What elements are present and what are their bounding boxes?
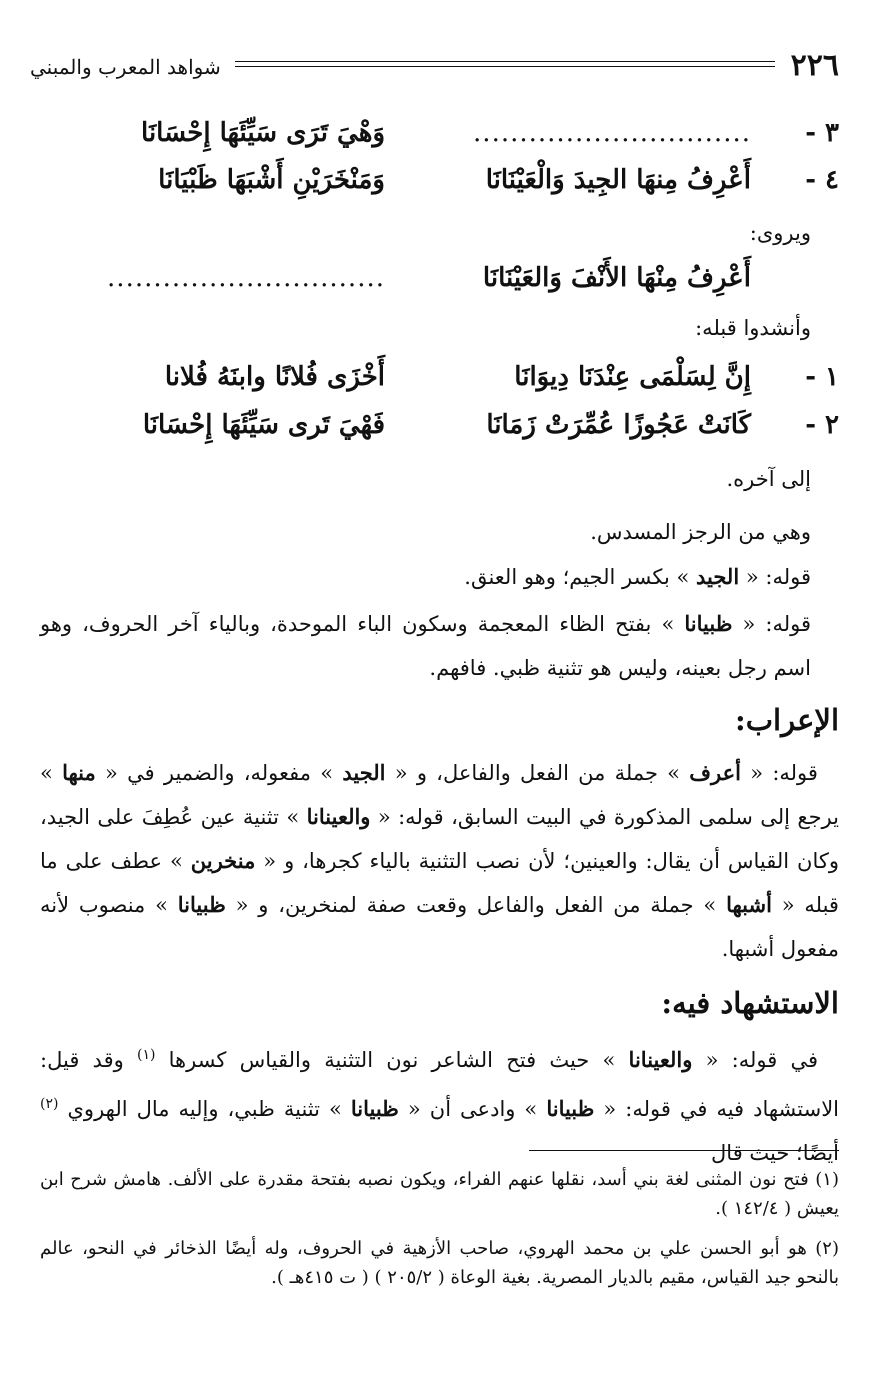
keyword: والعينانا xyxy=(306,804,371,829)
header-rule xyxy=(235,61,775,67)
footnote-ref[interactable]: (٢) xyxy=(40,1096,59,1112)
verse-1 xyxy=(60,357,839,397)
verse-second-hemistich: أَخْزَى فُلانًا وابنَهُ فُلانا xyxy=(164,362,385,392)
variant-verse xyxy=(60,258,839,298)
verse-second-hemistich: فَهْيَ تَرى سَيِّئَهَا إِحْسَانَا xyxy=(142,410,385,440)
irab-heading: الإعراب: xyxy=(735,703,839,737)
keyword: والعينانا xyxy=(628,1047,693,1072)
verse-first-hemistich: أَعْرِفُ مِنْهَا الأَنْفَ وَالعَيْنَانَا xyxy=(482,263,751,293)
footnote-2: (٢) هو أبو الحسن علي بن محمد الهروي، صاحب الأزهية في الحروف، وله أيضًا الذخائر في النحو، عالم بالنحو جيد القياس، مقيم بالديار المصرية. بغية الوعاة ( ٢٠٥/٢ ) ( ت ٤١٥هـ ). xyxy=(40,1238,839,1288)
keyword: الجيد xyxy=(696,564,740,589)
keyword: أشبها xyxy=(726,892,772,917)
verse-3 xyxy=(60,113,839,153)
ila-akhirih: إلى آخره. xyxy=(726,467,811,491)
zabyana-explanation: قوله: « ظبيانا » بفتح الظاء المعجمة وسكون الباء الموحدة، وبالياء آخر الحروف، وهو اسم رجل بعينه، وليس هو تثنية ظبي. فافهم. xyxy=(40,611,811,680)
keyword: الجيد xyxy=(342,760,386,785)
verse-first-hemistich: إِنَّ لِسَلْمَى عِنْدَنَا دِيوَانَا xyxy=(514,362,751,392)
meter-note: وهي من الرجز المسدس. xyxy=(590,520,811,544)
verse-2 xyxy=(60,405,839,445)
keyword: منخرين xyxy=(190,848,256,873)
verse-second-hemistich: وَمَنْخَرَيْنِ أَشْبَهَا ظَبْيَانَا xyxy=(158,165,385,195)
istishhad-paragraph: في قوله: « والعينانا » حيث فتح الشاعر نون التثنية والقياس كسرها $^{(١)}$ وقد قيل: الاستشهاد فيه في قوله: « ظبيانا » وادعى أن « ظبيانا » تثنية ظبي، وإليه مال الهروي $^{(٢)}$ أيضًا؛ حيث قال xyxy=(40,1047,840,1165)
footnote-1: (١) فتح نون المثنى لغة بني أسد، نقلها عنهم الفراء، ويكون نصبه بفتحة مقدرة على الألف. هامش شرح ابن يعيش ( ١٤٢/٤ ). xyxy=(40,1169,839,1219)
verse-second-hemistich: وَهْيَ تَرَى سَيِّئَهَا إِحْسَانَا xyxy=(141,118,385,148)
anshadu-label: وأنشدوا قبله: xyxy=(695,316,811,340)
verse-second-hemistich: .............................. xyxy=(107,263,385,293)
verse-4 xyxy=(60,160,839,200)
keyword: ظبيانا xyxy=(546,1096,595,1121)
keyword: ظبيانا xyxy=(684,611,733,636)
verse-first-hemistich: كَانَتْ عَجُوزًا عُمِّرَتْ زَمَانَا xyxy=(486,410,751,440)
page-header xyxy=(30,46,839,86)
footnote-separator xyxy=(529,1150,839,1151)
verse-first-hemistich: .............................. xyxy=(473,118,751,148)
istishhad-heading: الاستشهاد فيه: xyxy=(661,986,839,1020)
keyword: أعرف xyxy=(689,760,741,785)
verse-number: ١ - xyxy=(805,362,839,392)
footnote-ref[interactable]: (١) xyxy=(136,1047,156,1063)
verse-number: ٢ - xyxy=(805,410,839,440)
keyword: ظبيانا xyxy=(350,1096,399,1121)
yurwa-label: ويروى: xyxy=(749,221,811,245)
running-title: شواهد المعرب والمبني xyxy=(30,55,221,79)
jid-explanation: قوله: « الجيد » بكسر الجيم؛ وهو العنق. xyxy=(464,564,811,589)
verse-first-hemistich: أَعْرِفُ مِنهَا الجِيدَ وَالْعَيْنَانَا xyxy=(485,165,751,195)
verse-number: ٤ - xyxy=(805,165,839,195)
verse-number: ٣ - xyxy=(805,118,839,148)
keyword: ظبيانا xyxy=(177,892,226,917)
irab-paragraph: قوله: « أعرف » جملة من الفعل والفاعل، و « الجيد » مفعوله، والضمير في « منها » يرجع إلى سلمى المذكورة في البيت السابق، قوله: « والعينانا » تثنية عين عُطِفَ على الجيد، وكان القياس أن يقال: والعينين؛ لأن نصب التثنية بالياء كجرها، و « منخرين » عطف على ما قبله « أشبها » جملة من الفعل والفاعل وقعت صفة لمنخرين، و « ظبيانا » منصوب لأنه مفعول أشبها. xyxy=(40,760,839,961)
page-number: ٢٢٦ xyxy=(790,48,839,83)
keyword: منها xyxy=(62,760,96,785)
